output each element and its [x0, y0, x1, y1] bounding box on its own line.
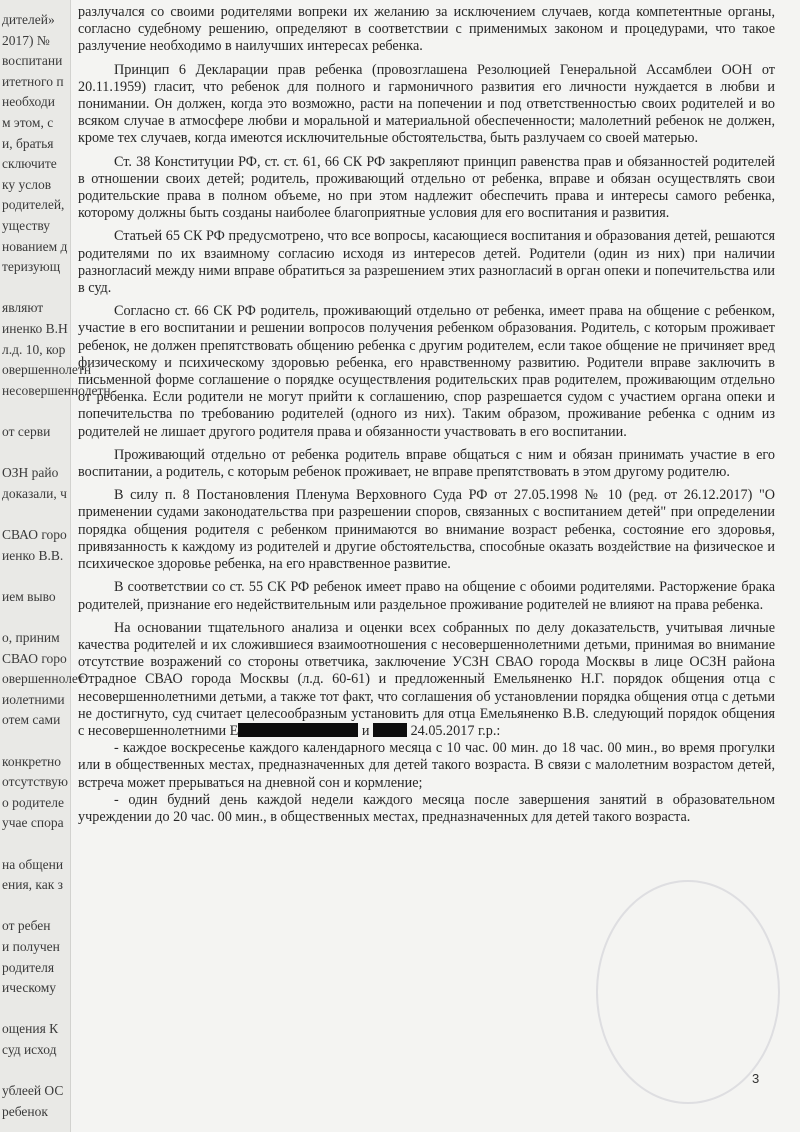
paragraph-7: В силу п. 8 Постановления Пленума Верховного Суда РФ от 27.05.1998 № 10 (ред. от 26.12.2017) "О применении судами законодательства при разрешении споров, связанных с воспитанием детей" при определении порядка общения родителя с ребенком принимаются во внимание возраст ребенка, состояние его здоровья, привязанность к каждому из родителей и другие обстоятельства, способные оказать воздействие на физическое и психическое здоровье ребенка, на его нравственное развитие. [78, 487, 775, 573]
strip-line: несовершеннолетн [2, 382, 111, 398]
strip-line: ения, как з [2, 877, 64, 893]
paragraph-6: Проживающий отдельно от ребенка родитель вправе общаться с ним и обязан принимать участие в его воспитании, а родитель, с которым ребенок проживает, не вправе препятствовать в этом другому родителю. [78, 446, 775, 481]
strip-line: воспитани [2, 53, 63, 69]
strip-line: овершеннолетн [2, 362, 92, 378]
redaction-block-2 [373, 723, 407, 737]
strip-line: отем сами [2, 712, 61, 728]
strip-line: уществу [2, 218, 51, 233]
paragraph-9-conj: и [358, 722, 374, 739]
strip-line: м этом, с [2, 115, 54, 130]
strip-line: являют [2, 300, 44, 316]
paragraph-9-tail: 24.05.2017 г.р.: [407, 722, 501, 739]
strip-line: сключите [2, 156, 57, 172]
strip-line: суд исход [2, 1042, 57, 1057]
strip-line: необходи [2, 94, 56, 110]
strip-line: учае спора [2, 815, 64, 831]
strip-line: 2017) № [2, 32, 50, 48]
strip-line: итетного п [2, 73, 64, 89]
strip-line: СВАО горо [2, 527, 67, 542]
strip-line: СВАО горо [2, 650, 67, 666]
strip-line: и получен [2, 939, 60, 954]
strip-line: ием выво [2, 588, 56, 604]
document-body [78, 4, 775, 826]
strip-line: теризующ [2, 259, 61, 275]
strip-line: нованием д [2, 238, 68, 254]
strip-line: родителей, [2, 197, 65, 213]
paragraph-2: Принцип 6 Декларации прав ребенка (провозглашена Резолюцией Генеральной Ассамблеи ООН от 20.11.1959) гласит, что ребенок для полного и гармоничного развития его личности нуждается в любви и понимании. Он должен, когда это возможно, расти на попечении и под ответственностью своих родителей и во всяком случае в атмосфере любви и моральной и материальной обеспеченности; малолетний ребенок не должен, кроме тех случаев, когда имеются исключительные обстоятельства, быть разлучаем со своей матерью. [78, 61, 775, 147]
strip-line: ощения К [2, 1021, 59, 1037]
paragraph-3: Ст. 38 Конституции РФ, ст. ст. 61, 66 СК РФ закрепляют принцип равенства прав и обязанностей родителей в отношении своих детей; родитель, проживающий отдельно от ребенка, вправе и обязан осуществлять свои родительские права в полном объеме, но при этом надлежит обеспечить права и интересы самого ребенка, которому должны быть созданы наиболее благоприятные условия для его воспитания и развития. [78, 153, 775, 222]
page-number: 3 [752, 1071, 760, 1086]
strip-line: л.д. 10, кор [2, 341, 66, 357]
strip-line: дителей» [2, 12, 55, 27]
strip-line: ОЗН райо [2, 465, 59, 481]
strip-line: ическому [2, 980, 56, 996]
paragraph-5: Согласно ст. 66 СК РФ родитель, проживающий отдельно от ребенка, имеет права на общение с ребенком, участие в его воспитании и решении вопросов получения ребенком образования. Родитель, с которым проживает ребенок, не должен препятствовать общению ребенка с другим родителем, если такое общение не причиняет вред физическому и психическому здоровью ребенка, его нравственному развитию. Родители вправе заключить в письменной форме соглашение о порядке осуществления родительских прав родителем, проживающим отдельно от ребенка. Если родители не могут прийти к соглашению, спор разрешается судом с участием органа опеки и попечительства по требованию родителей (одного из них). Таким образом, проживание ребенка с одним из родителей не лишает другого родителя права и обязанности участвовать в его воспитании. [78, 303, 775, 440]
strip-line: ку услов [2, 176, 52, 192]
schedule-item-weekday: - один будний день каждой недели каждого месяца после завершения занятий в образовательном учреждении до 20 час. 00 мин., в общественных местах, предназначенных для детей такого возраста. [78, 791, 775, 825]
paragraph-4: Статьей 65 СК РФ предусмотрено, что все вопросы, касающиеся воспитания и образования детей, решаются родителями по их взаимному согласию исходя из интересов детей. Родители (один из них) при наличии разногласий между ними вправе обратиться за разрешением этих разногласий в орган опеки и попечительства или в суд. [78, 228, 775, 297]
strip-line: ублеей ОС [2, 1083, 64, 1099]
paragraph-9-main: На основании тщательного анализа и оценки всех собранных по делу доказательств, учитывая личные качества родителей и их сложившиеся взаимоотношения с несовершеннолетними детьми, принимая во внимание отсутствие возражений со стороны ответчика, заключение УСЗН СВАО города Москвы в лице ОСЗН района Отрадное СВАО города Москвы (л.д. 60-61) и предложенный Емельяненко Н.Г. порядок общения отца с несовершеннолетними детьми, а также тот факт, что соглашения об установлении порядка общения отца с детьми не достигнуто, суд считает целесообразным установить для отца Емельяненко В.В. следующий порядок общения с несовершеннолетними Е [78, 619, 775, 739]
strip-line: иненко В.Н [2, 321, 68, 336]
strip-line: иенко В.В. [2, 547, 64, 563]
strip-line: о родителе [2, 794, 64, 810]
strip-line: на общени [2, 856, 64, 872]
paragraph-1: разлучался со своими родителями вопреки их желанию за исключением случаев, когда компетентные органы, согласно судебному решению, определяют в соответствии с применимых законом и процедурами, что такое разлучение необходимо в наилучших интересах ребенка. [78, 4, 775, 55]
paragraph-8: В соответствии со ст. 55 СК РФ ребенок имеет право на общение с обоими родителями. Расторжение брака родителей, признание его недействительным или раздельное проживание родителей не влияют на права ребенка. [78, 579, 775, 613]
strip-line: овершеннолет [2, 671, 84, 687]
strip-line: иолетними [2, 691, 65, 707]
strip-line: от серви [2, 424, 51, 439]
strip-line: о, приним [2, 630, 60, 645]
strip-line: отсутствую [2, 774, 68, 790]
strip-line: от ребен [2, 918, 51, 934]
strip-line: родителя [2, 959, 55, 975]
strip-line: доказали, ч [2, 485, 67, 501]
schedule-item-sunday: - каждое воскресенье каждого календарного месяца с 10 час. 00 мин. до 18 час. 00 мин., во время прогулки или в общественных местах, предназначенных для детей такого возраста. В связи с малолетним возрастом детей, встреча может прерываться на дневной сон и кормление; [78, 740, 775, 791]
strip-line: и, братья [2, 135, 54, 151]
previous-page-strip [0, 0, 111, 1132]
redaction-block-1 [238, 723, 358, 737]
strip-line: ребенок [2, 1103, 48, 1119]
paragraph-9 [78, 620, 775, 740]
strip-line: конкретно [2, 753, 62, 769]
